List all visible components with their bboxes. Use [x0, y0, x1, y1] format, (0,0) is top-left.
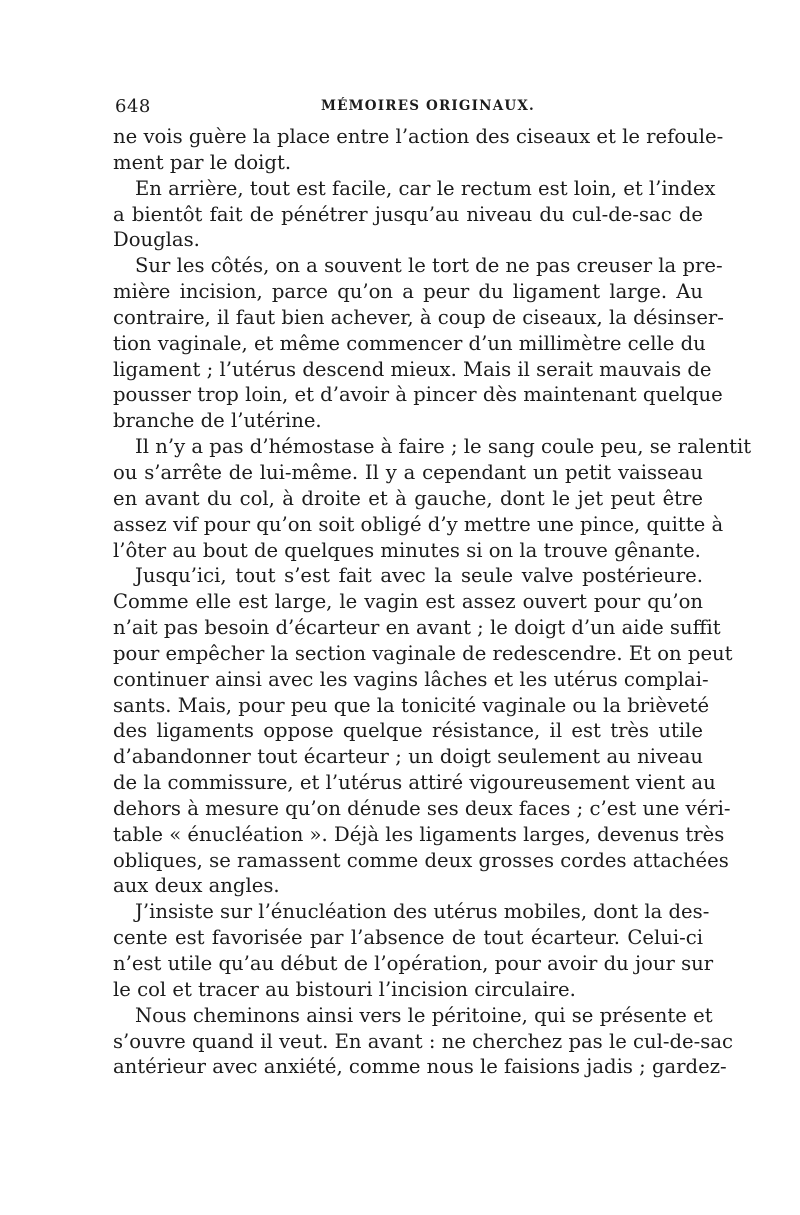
text-line: n’est utile qu’au début de l’opération, pour avoir du jour sur	[113, 952, 714, 975]
text-line: ment par le doigt.	[113, 150, 292, 174]
text-line: pour empêcher la section vaginale de redescendre. Et on peut	[113, 641, 733, 665]
text-line: le col et tracer au bistouri l’incision circulaire.	[113, 977, 576, 1001]
text-line: sants. Mais, pour peu que la tonicité vaginale ou la brièveté	[113, 693, 710, 717]
text-line: Douglas.	[113, 228, 200, 252]
text-line: l’ôter au bout de quelques minutes si on la trouve gênante.	[113, 538, 701, 562]
page-number: 648	[115, 96, 151, 117]
text-line: assez vif pour qu’on soit obligé d’y mettre une pince, quitte à	[113, 512, 724, 536]
text-line: dehors à mesure qu’on dénude ses deux faces ; c’est une véri-	[113, 796, 731, 820]
text-line: contraire, il faut bien achever, à coup de ciseaux, la désinser-	[113, 305, 724, 329]
text-line: Nous cheminons ainsi vers le péritoine, qui se présente et	[135, 1003, 713, 1027]
text-line: des ligaments oppose quelque résistance, il est très utile	[113, 719, 703, 743]
running-title: MÉMOIRES ORIGINAUX.	[321, 98, 535, 114]
book-page	[113, 94, 752, 1080]
text-line: branche de l’utérine.	[113, 409, 322, 433]
text-line: cente est favorisée par l’absence de tout écarteur. Celui-ci	[113, 926, 703, 950]
running-head	[113, 94, 703, 124]
text-line: antérieur avec anxiété, comme nous le faisions jadis ; gardez-	[113, 1055, 727, 1079]
text-line: en avant du col, à droite et à gauche, dont le jet peut être	[113, 486, 703, 510]
text-line: En arrière, tout est facile, car le rectum est loin, et l’index	[135, 176, 716, 200]
text-line: Jusqu’ici, tout s’est fait avec la seule valve postérieure.	[135, 564, 703, 588]
text-line: n’ait pas besoin d’écarteur en avant ; le doigt d’un aide suffit	[113, 616, 721, 640]
body-text	[113, 124, 752, 1080]
text-line: ligament ; l’utérus descend mieux. Mais il serait mauvais de	[113, 357, 712, 381]
text-line: Il n’y a pas d’hémostase à faire ; le sang coule peu, se ralentit	[135, 435, 752, 459]
text-line: aux deux angles.	[113, 874, 280, 898]
text-line: Comme elle est large, le vagin est assez ouvert pour qu’on	[113, 590, 703, 614]
text-line: s’ouvre quand il veut. En avant : ne cherchez pas le cul-de-sac	[113, 1029, 733, 1053]
text-line: ou s’arrête de lui-même. Il y a cependant un petit vaisseau	[113, 460, 703, 484]
text-line: table « énucléation ». Déjà les ligaments larges, devenus très	[113, 822, 725, 846]
text-line: pousser trop loin, et d’avoir à pincer dès maintenant quelque	[113, 383, 723, 407]
text-line: ne vois guère la place entre l’action des ciseaux et le refoule-	[113, 125, 724, 148]
text-line: J’insiste sur l’énucléation des utérus mobiles, dont la des-	[135, 900, 710, 924]
text-line: a bientôt fait de pénétrer jusqu’au niveau du cul-de-sac de	[113, 202, 703, 226]
text-line: d’abandonner tout écarteur ; un doigt seulement au niveau	[113, 745, 703, 769]
text-line: de la commissure, et l’utérus attiré vigoureusement vient au	[113, 771, 716, 795]
text-line: continuer ainsi avec les vagins lâches et les utérus complai-	[113, 667, 709, 691]
text-line: Sur les côtés, on a souvent le tort de ne pas creuser la pre-	[135, 254, 723, 278]
text-line: mière incision, parce qu’on a peur du ligament large. Au	[113, 280, 703, 304]
text-line: obliques, se ramassent comme deux grosses cordes attachées	[113, 848, 729, 872]
text-line: tion vaginale, et même commencer d’un millimètre celle du	[113, 331, 706, 355]
